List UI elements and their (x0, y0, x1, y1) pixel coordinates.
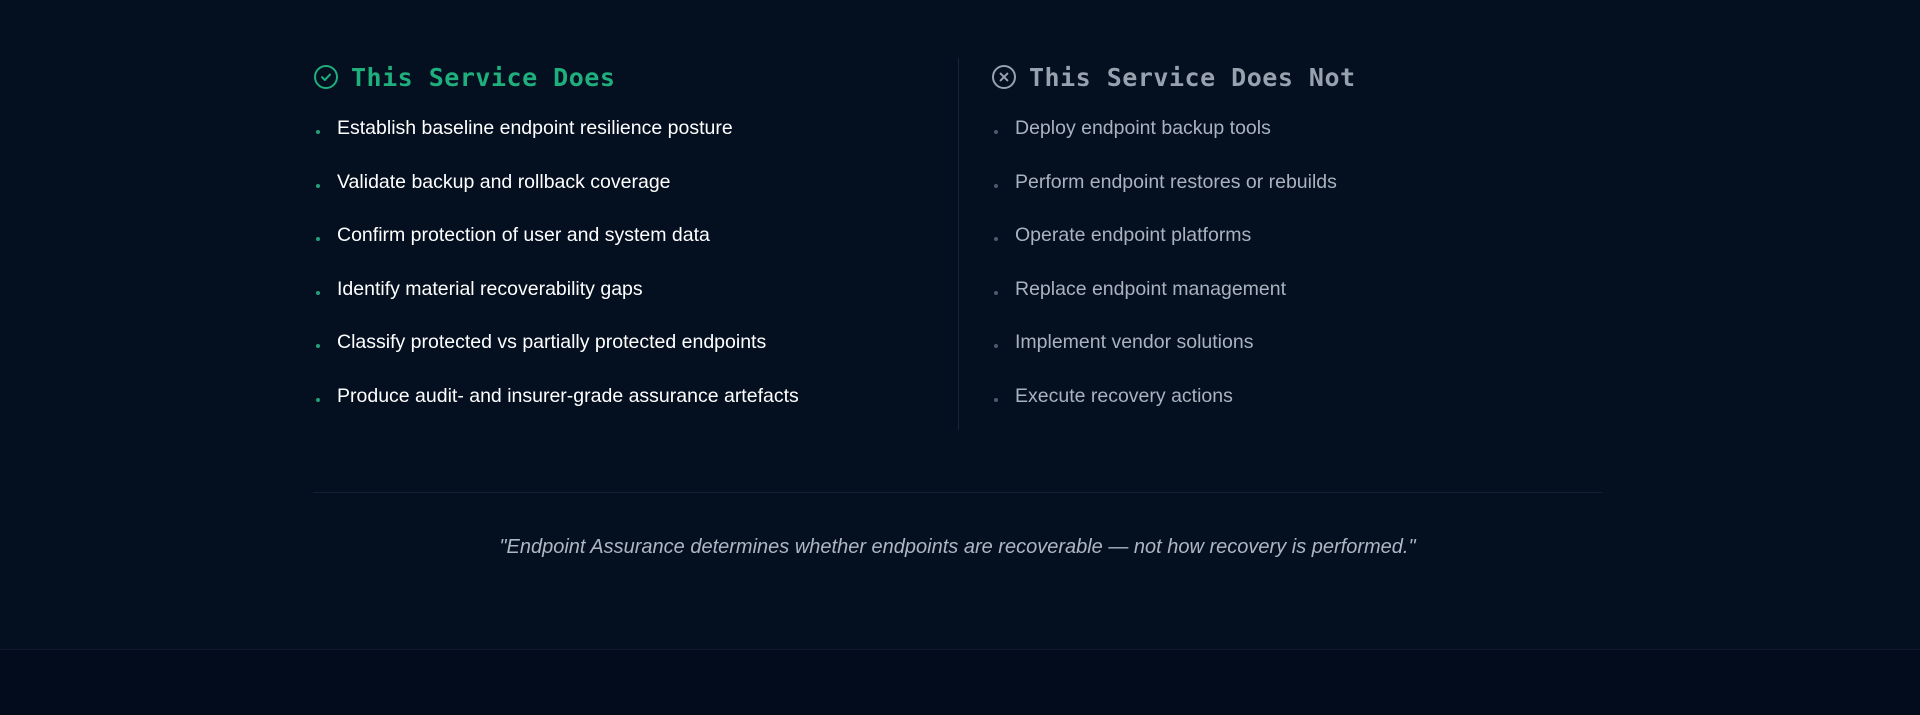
bullet-dot (991, 124, 1015, 134)
column-divider (958, 58, 959, 430)
list-item-text: Establish baseline endpoint resilience posture (337, 117, 733, 139)
bullet-dot (991, 338, 1015, 348)
check-circle-icon (313, 64, 339, 90)
bullet-dot (313, 178, 337, 188)
list-item (991, 224, 1591, 278)
list-item (313, 385, 953, 439)
list-item-text: Produce audit- and insurer-grade assurance artefacts (337, 384, 799, 407)
bullet-dot (313, 392, 337, 402)
bullet-dot (313, 285, 337, 295)
list-item-text: Confirm protection of user and system data (337, 224, 710, 247)
service-does-not-column (991, 58, 1591, 439)
bullet-dot (991, 392, 1015, 402)
bullet-dot (313, 231, 337, 241)
list-item (991, 278, 1591, 332)
service-does-title: This Service Does (351, 62, 616, 92)
bullet-dot (991, 231, 1015, 241)
list-item-text: Operate endpoint platforms (1015, 224, 1252, 247)
scope-columns (313, 58, 1602, 430)
list-item (313, 331, 953, 385)
list-item-text: Deploy endpoint backup tools (1015, 117, 1271, 139)
service-does-not-list (991, 117, 1591, 439)
bullet-dot (313, 338, 337, 348)
list-item (991, 331, 1591, 385)
bullet-dot (991, 178, 1015, 188)
list-item-text: Implement vendor solutions (1015, 331, 1254, 354)
section-divider (313, 492, 1602, 493)
x-circle-icon (991, 64, 1017, 90)
service-does-list (313, 117, 953, 439)
summary-quote: "Endpoint Assurance determines whether endpoints are recoverable — not how recovery is performed." (499, 536, 1416, 558)
list-item (991, 117, 1591, 171)
list-item-text: Validate backup and rollback coverage (337, 170, 671, 193)
service-does-column (313, 58, 953, 439)
scope-container (313, 58, 1602, 558)
next-section-edge (0, 649, 1920, 715)
list-item (313, 117, 953, 171)
list-item-text: Perform endpoint restores or rebuilds (1015, 170, 1337, 193)
list-item (991, 171, 1591, 225)
service-does-not-title: This Service Does Not (1029, 62, 1356, 92)
bullet-dot (313, 124, 337, 134)
list-item (313, 224, 953, 278)
list-item-text: Replace endpoint management (1015, 277, 1287, 300)
list-item-text: Execute recovery actions (1015, 384, 1233, 407)
list-item (313, 278, 953, 332)
bullet-dot (991, 285, 1015, 295)
service-does-heading (313, 59, 953, 95)
list-item-text: Identify material recoverability gaps (337, 277, 643, 300)
list-item (991, 385, 1591, 439)
list-item (313, 171, 953, 225)
service-does-not-heading (991, 59, 1591, 95)
list-item-text: Classify protected vs partially protected endpoints (337, 331, 767, 354)
